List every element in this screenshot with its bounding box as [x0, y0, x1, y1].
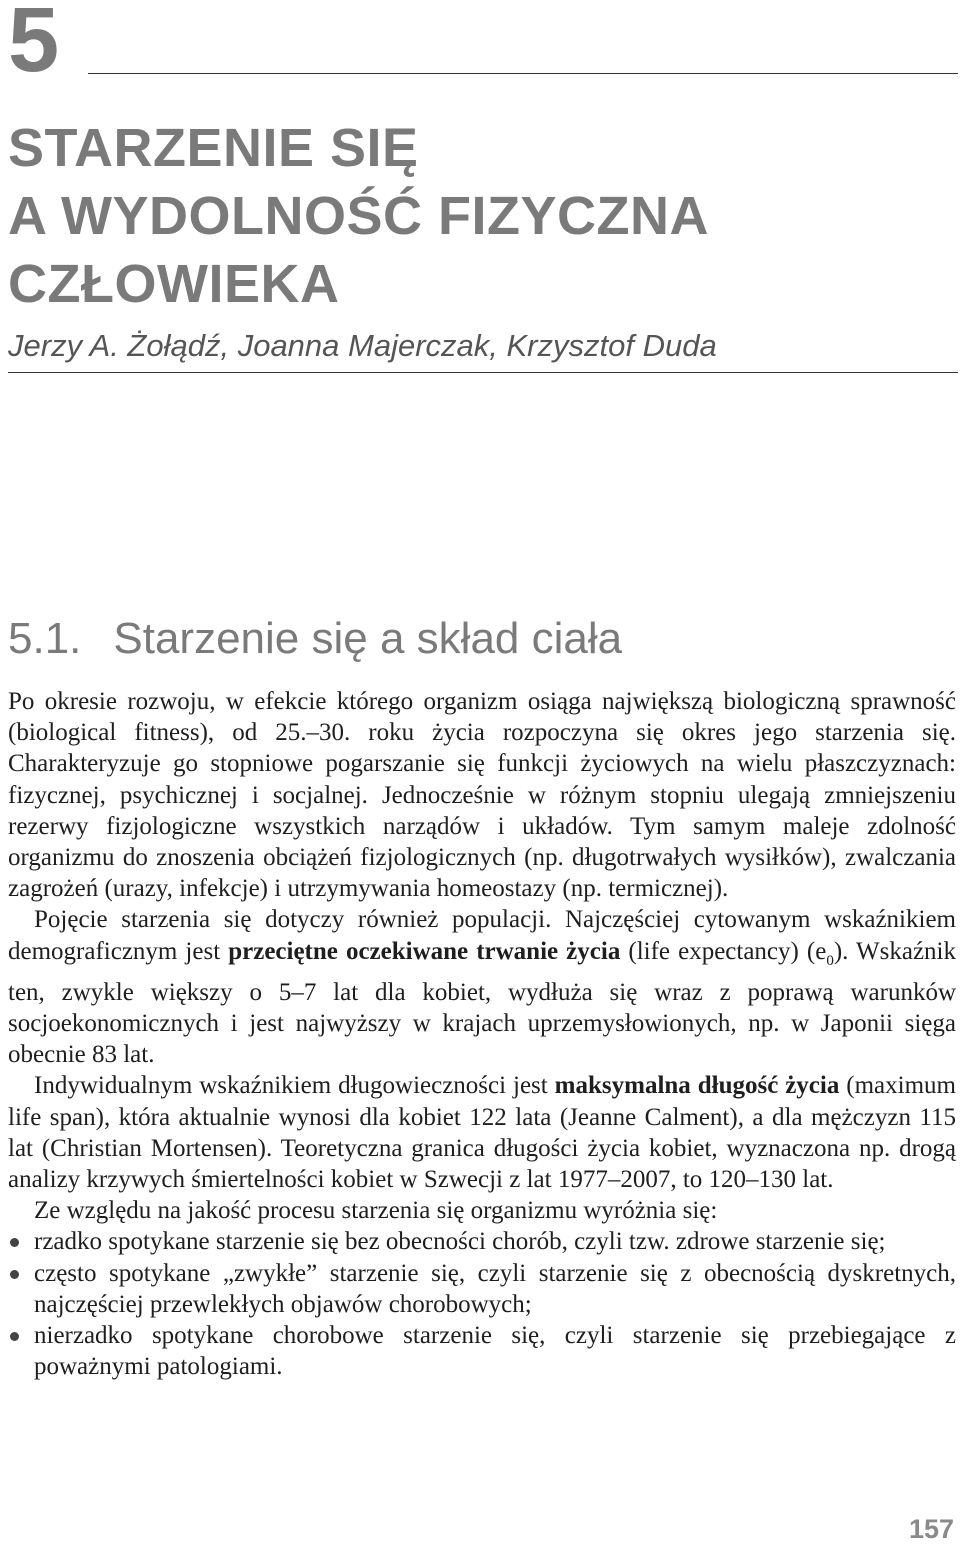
authors-divider: [8, 372, 958, 373]
paragraph-1: Po okresie rozwoju, w efekcie którego organizm osiąga największą biologiczną sprawność (biological fitness), od 25.–30. roku życia rozpoczyna się okres jego starzenia się. Charakteryzuje go stopniowe pogarszanie się funkcji życiowych na wielu płaszczyznach: fizycznej, psychicznej i socjalnej. Jednocześnie w różnym stopniu ulegają zmniejszeniu rezerwy fizjologiczne wszystkich narządów i układów. Tym samym maleje zdolność organizmu do znoszenia obciążeń fizjologicznych (np. długotrwałych wysiłków), zwalczania zagrożeń (urazy, infekcje) i utrzymywania homeostazy (np. termicznej).: [8, 688, 956, 903]
paragraph-2-text: ). Wskaźnik ten, zwykle większy o 5–7 lat dla kobiet, wydłuża się wraz z poprawą warunków socjoekonomicznych i jest najwyższy w krajach uprzemysłowionych, np. w Japonii sięga obecnie 83 lat.: [8, 937, 956, 1069]
paragraph-3-text: (maximum life span), która aktualnie wynosi dla kobiet 122 lata (Jeanne Calment), a dla mężczyzn 115 lat (Christian Mortensen). Teoretyczna granica długości życia kobiet, wyznaczona np. drogą analizy krzywych śmiertelności kobiet w Szwecji z lat 1977–2007, to 120–130 lat.: [8, 1072, 956, 1194]
chapter-number: 5: [8, 0, 60, 91]
paragraph-3: [8, 1070, 956, 1195]
subscript: 0: [826, 952, 834, 969]
chapter-title-line-3: CZŁOWIEKA: [8, 254, 340, 314]
chapter-title-line-2: A WYDOLNOŚĆ FIZYCZNA: [8, 186, 709, 246]
bullet-item: rzadko spotykane starzenie się bez obecności chorób, czyli tzw. zdrowe starzenie się;: [8, 1226, 956, 1257]
section-heading: [8, 614, 622, 664]
paragraph-2-text: Pojęcie starzenia się dotyczy również populacji. Najczęściej cytowanym wskaźnikiem demograficznym jest: [8, 906, 956, 965]
section-title: Starzenie się a skład ciała: [113, 614, 623, 663]
paragraph-2-text: (life expectancy) (e: [620, 937, 827, 965]
paragraph-2: [8, 904, 956, 1070]
paragraph-3-text: Indywidualnym wskaźnikiem długowieczności jest: [34, 1072, 555, 1100]
chapter-title: [8, 114, 709, 318]
bullet-list: [8, 1226, 956, 1382]
page-number: 157: [908, 1514, 954, 1544]
body-text: [8, 686, 956, 1382]
chapter-authors: Jerzy A. Żołądź, Joanna Majerczak, Krzysztof Duda: [8, 328, 717, 363]
bullet-item: nierzadko spotykane chorobowe starzenie się, czyli starzenie się przebiegające z poważnymi patologiami.: [8, 1320, 956, 1382]
bullet-item: często spotykane „zwykłe” starzenie się, czyli starzenie się z obecnością dyskretnych, najczęściej przewlekłych objawów chorobowych;: [8, 1258, 956, 1320]
section-number: 5.1.: [8, 614, 82, 663]
paragraph-3-term: maksymalna długość życia: [554, 1072, 840, 1100]
chapter-title-line-1: STARZENIE SIĘ: [8, 118, 419, 178]
paragraph-2-term: przeciętne oczekiwane trwanie życia: [228, 937, 621, 965]
chapter-divider: [88, 73, 958, 74]
paragraph-4: Ze względu na jakość procesu starzenia się organizmu wyróżnia się:: [34, 1197, 718, 1225]
